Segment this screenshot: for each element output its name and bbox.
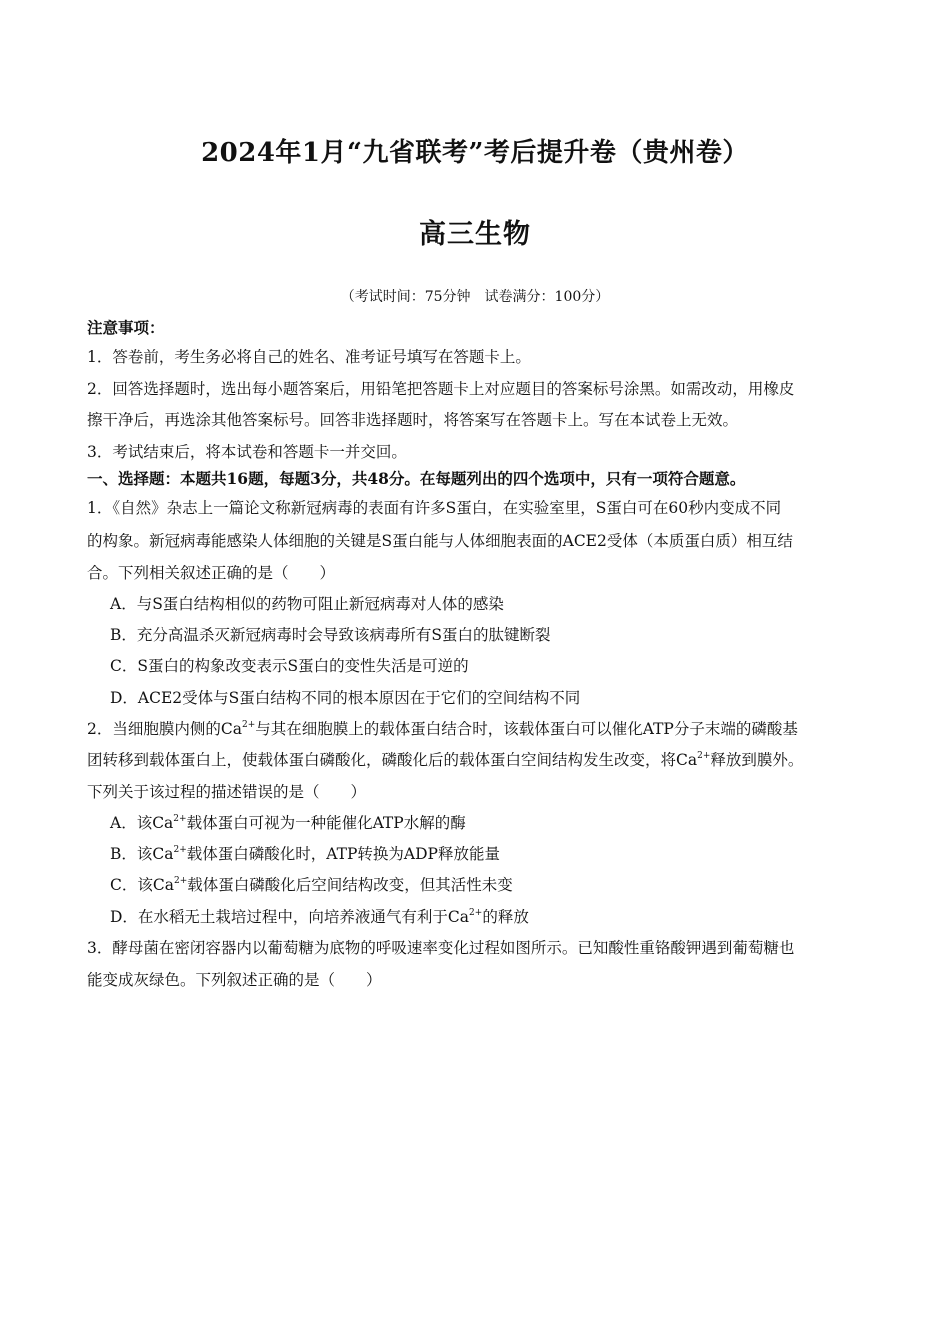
q2-option-b-text-2: 载体蛋白磷酸化时，ATP转换为ADP释放能量	[186, 845, 500, 863]
section-1-heading: 一、选择题：本题共16题，每题3分，共48分。在每题列出的四个选项中，只有一项符合题意。	[87, 469, 746, 488]
q2-line2-text-a: 团转移到载体蛋白上，使载体蛋白磷酸化，磷酸化后的载体蛋白空间结构发生改变，将Ca	[87, 751, 698, 769]
q2-line1-text-a: 2．当细胞膜内侧的Ca	[87, 720, 242, 738]
q2-option-c-text-2: 载体蛋白磷酸化后空间结构改变，但其活性未变	[187, 876, 513, 894]
document-title: 2024年1月“九省联考”考后提升卷（贵州卷）	[201, 138, 749, 168]
question-1-line-3: 合。下列相关叙述正确的是（ ）	[87, 564, 336, 582]
q2-line1-text-b: 与其在细胞膜上的载体蛋白结合时，该载体蛋白可以催化ATP分子末端的磷酸基	[255, 720, 798, 738]
q2-option-b-text-1: B．该Ca	[110, 845, 174, 863]
superscript-2plus: 2+	[697, 751, 711, 761]
superscript-2plus: 2+	[173, 845, 187, 855]
question-2-option-d	[110, 906, 890, 928]
superscript-2plus: 2+	[173, 876, 188, 886]
subject-title: 高三生物	[419, 219, 531, 250]
question-1-option-c: C．S蛋白的构象改变表示S蛋白的变性失活是可逆的	[110, 657, 469, 675]
notice-heading: 注意事项：	[87, 318, 165, 337]
q2-option-c-text-1: C．该Ca	[110, 876, 174, 894]
superscript-2plus: 2+	[173, 814, 187, 824]
question-1-option-b: B．充分高温杀灭新冠病毒时会导致该病毒所有S蛋白的肽键断裂	[110, 626, 551, 644]
notice-item-2-line-1: 2．回答选择题时，选出每小题答案后，用铅笔把答题卡上对应题目的答案标号涂黑。如需改动，用橡皮	[87, 380, 795, 398]
question-3-line-1: 3．酵母菌在密闭容器内以葡萄糖为底物的呼吸速率变化过程如图所示。已知酸性重铬酸钾遇到葡萄糖也	[87, 939, 795, 957]
question-1-line-2: 的构象。新冠病毒能感染人体细胞的关键是S蛋白能与人体细胞表面的ACE2受体（本质蛋白质）相互结	[87, 532, 793, 550]
notice-item-1: 1．答卷前，考生务必将自己的姓名、准考证号填写在答题卡上。	[87, 348, 531, 366]
question-1-line-1: 1．《自然》杂志上一篇论文称新冠病毒的表面有许多S蛋白，在实验室里，S蛋白可在60秒内变成不同	[87, 499, 782, 517]
q2-option-d-text-2: 的释放	[482, 908, 529, 926]
q2-option-a-text-1: A．该Ca	[110, 814, 174, 832]
question-2-option-c	[110, 874, 890, 896]
question-2-line-3: 下列关于该过程的描述错误的是（ ）	[87, 783, 367, 801]
notice-item-3: 3．考试结束后，将本试卷和答题卡一并交回。	[87, 443, 407, 461]
q2-option-d-text-1: D．在水稻无土栽培过程中，向培养液通气有利于Ca	[110, 908, 470, 926]
superscript-2plus: 2+	[469, 908, 483, 918]
question-2-line-1	[87, 718, 867, 740]
question-1-option-a: A．与S蛋白结构相似的药物可阻止新冠病毒对人体的感染	[110, 595, 504, 613]
superscript-2plus: 2+	[241, 720, 256, 730]
question-2-line-2	[87, 749, 867, 771]
q2-option-a-text-2: 载体蛋白可视为一种能催化ATP水解的酶	[186, 814, 466, 832]
question-2-option-a	[110, 812, 890, 834]
exam-info: （考试时间：75分钟 试卷满分：100分）	[340, 289, 610, 305]
notice-item-2-line-2: 擦干净后，再选涂其他答案标号。回答非选择题时，将答案写在答题卡上。写在本试卷上无效。	[87, 411, 739, 429]
question-1-option-d: D．ACE2受体与S蛋白结构不同的根本原因在于它们的空间结构不同	[110, 689, 581, 707]
question-2-option-b	[110, 843, 890, 865]
question-3-line-2: 能变成灰绿色。下列叙述正确的是（ ）	[87, 971, 382, 989]
q2-line2-text-b: 释放到膜外。	[710, 751, 804, 769]
